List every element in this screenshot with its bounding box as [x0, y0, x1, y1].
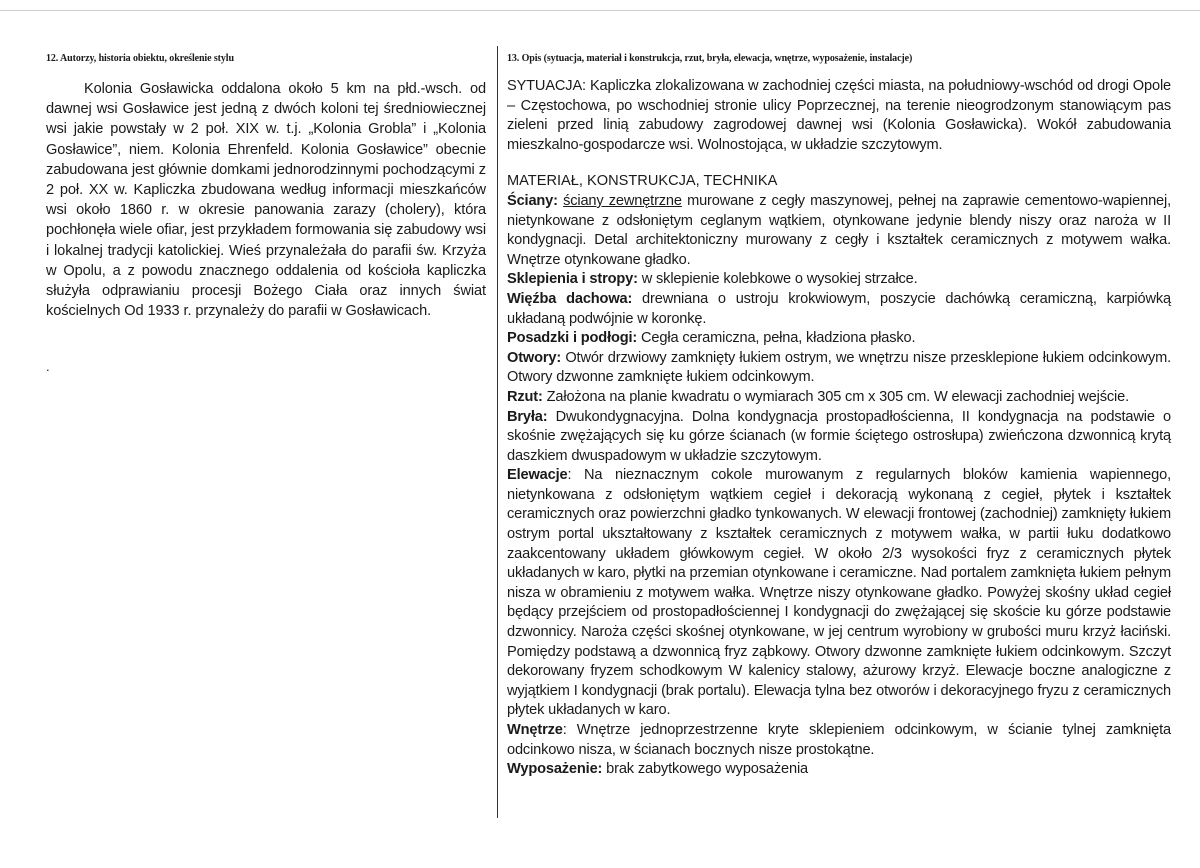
left-column — [46, 52, 486, 374]
item-text: w sklepienie kolebkowe o wysokiej strzałce. — [637, 271, 918, 288]
left-heading: 12. Autorzy, historia obiektu, określenie stylu — [46, 53, 234, 64]
item-text: Dwukondygnacyjna. Dolna kondygnacja prostopadłościenna, II kondygnacja na podstawie o skośnie zwężających się ku górze ścianach (w formie ściętego ostrosłupa) zwieńczona dzwonnicą krytą daszkiem dwuspadowym w układzie szczytowym. — [507, 408, 1171, 464]
desc-item-roof — [507, 290, 1171, 329]
item-label: Elewacje — [507, 467, 568, 484]
item-text: : Wnętrze jednoprzestrzenne kryte sklepieniem odcinkowym, w ścianie tylnej zamknięta odcinkowo nisza, w ścianach bocznych nisze prostokątne. — [507, 722, 1171, 758]
desc-item-plan — [507, 388, 1171, 408]
desc-item-vaults — [507, 270, 1171, 290]
desc-item-elevations — [507, 466, 1171, 721]
top-rule — [0, 10, 1200, 11]
item-text: Otwór drzwiowy zamknięty łukiem ostrym, we wnętrzu nisze przesklepione łukiem odcinkowym. Otwory dzwonne zamknięte łukiem odcinkowym. — [507, 349, 1171, 386]
walls-label: Ściany: — [507, 192, 558, 209]
item-text: Cegła ceramiczna, pełna, kładziona płasko. — [637, 330, 916, 347]
desc-item-interior — [507, 721, 1171, 760]
desc-item-body — [507, 408, 1171, 467]
walls-text: murowane z cegły maszynowej, pełnej na zaprawie cementowo-wapiennej, nietynkowane z odsłoniętym ceglanym wątkiem, otynkowane jedynie blendy niszy oraz naroża w II kondygnacji. Detal architektoniczny murowany z cegły i kształtek ceramicznych z motywem wałka. Wnętrze otynkowane gładko. — [507, 192, 1172, 268]
history-text: Kolonia Gosławicka oddalona około 5 km na płd.-wsch. od dawnej wsi Gosławice jest jedną z dwóch koloni tej średniowiecznej wsi jakie powstały w 2 poł. XIX w. t.j. „Kolonia Grobla” i „Kolonia Gosławice”, niem. Kolonia Ehrenfeld. Kolonia Gosławice” obecnie zabudowana jest głównie domkami jednorodzinnymi pochodzącymi z 2 poł. XX w. Kapliczka zbudowana według informacji mieszkańców wsi około 1860 r. w okresie panowania zarazy (cholery), która pochłonęła wiele ofiar, jest przykładem formowania się zabudowy wsi i lokalnej tradycji katolickiej. Wieś przynależała do parafii św. Krzyża w Opolu, a z powodu znacznego oddalenia od kościoła kapliczka służyła odprawianiu procesji Bożego Ciała oraz innych świat kościelnych Od 1933 r. przynależy do parafii w Gosławicach. — [46, 81, 486, 320]
desc-item-openings — [507, 349, 1171, 388]
walls-underlined: ściany zewnętrzne — [563, 192, 682, 209]
item-label: Otwory: — [507, 349, 562, 366]
item-label: Bryła: — [507, 408, 548, 425]
walls-paragraph — [507, 192, 1171, 270]
desc-item-floors — [507, 329, 1171, 349]
right-heading-number: 13. Opis — [507, 53, 542, 64]
stray-dot: . — [46, 359, 50, 374]
item-label: Więźba dachowa: — [507, 290, 633, 307]
column-divider — [497, 46, 498, 818]
item-text: Założona na planie kwadratu o wymiarach 305 cm x 305 cm. W elewacji zachodniej wejście. — [542, 388, 1129, 405]
right-heading-note: (sytuacja, materiał i konstrukcja, rzut, bryła, elewacja, wnętrze, wyposażenie, instalacje) — [543, 53, 913, 64]
item-label: Wyposażenie: — [507, 761, 603, 778]
item-label: Rzut: — [507, 388, 543, 405]
right-column — [507, 52, 1171, 780]
item-label: Wnętrze — [507, 722, 563, 738]
item-text: brak zabytkowego wyposażenia — [602, 761, 809, 778]
item-text: : Na nieznacznym cokole murowanym z regularnych bloków kamienia wapiennego, nietynkowana z odsłoniętym wątkiem cegieł i dekoracją wykonaną z cegieł, płytek i kształtek ceramicznych oraz powierzchni gładko tynkowanych. W elewacji frontowej (zachodniej) zamknięty łukiem ostrym portal ukształtowany z kształtek ceramicznych z motywem wałka, w partii łuku dodatkowo zaakcentowany układem główkowym cegieł. W około 2/3 wysokości fryz z ceramicznych płytek układanych w karo, płytki na przemian otynkowane i ceramiczne. Nad portalem zamknięta łukiem pełnym nisza w obramieniu z motywem wałka. Wnętrze niszy otynkowane gładko. Powyżej skośny układ cegieł będący przejściem od prostopadłościennej I kondygnacji do zwężającej się skoście ku górze podstawie dzwonnicy. Naroża części skośnej otynkowane, w jej centrum wyrobiony w grubości muru krzyż łaciński. Pomiędzy podstawą a dzwonnicą fryz ząbkowy. Otwory dzwonne zamknięte łukiem odcinkowym. Szczyt dekorowany fryzem schodkowym W kalenicy stalowy, ażurowy krzyż. Elewacje boczne analogiczne z wyjątkiem I kondygnacji (brak portalu). Elewacja tylna bez otworów i dekoracyjnego fryzu z ceramicznych płytek układanych w karo. — [507, 467, 1171, 719]
right-heading — [507, 52, 1171, 65]
section-title: MATERIAŁ, KONSTRUKCJA, TECHNIKA — [507, 173, 778, 190]
desc-item-furnishing — [507, 760, 1171, 780]
item-label: Posadzki i podłogi: — [507, 330, 638, 347]
situation-text: SYTUACJA: Kapliczka zlokalizowana w zachodniej części miasta, na południowy-wschód od drogi Opole – Częstochowa, po wschodniej stronie ulicy Poprzecznej, na terenie nieogrodzonym stanowiącym pas zieleni przed linią zabudowy zagrodowej dawnej wsi (Kolonia Gosławicka). Wokół zabudowania mieszkalno-gospodarcze wsi. Wolnostojąca, w układzie szczytowym. — [507, 78, 1171, 153]
item-text: drewniana o ustroju krokwiowym, poszycie dachówką ceramiczną, karpiówką układaną podwójnie w koronkę. — [507, 290, 1171, 327]
item-label: Sklepienia i stropy: — [507, 271, 638, 288]
